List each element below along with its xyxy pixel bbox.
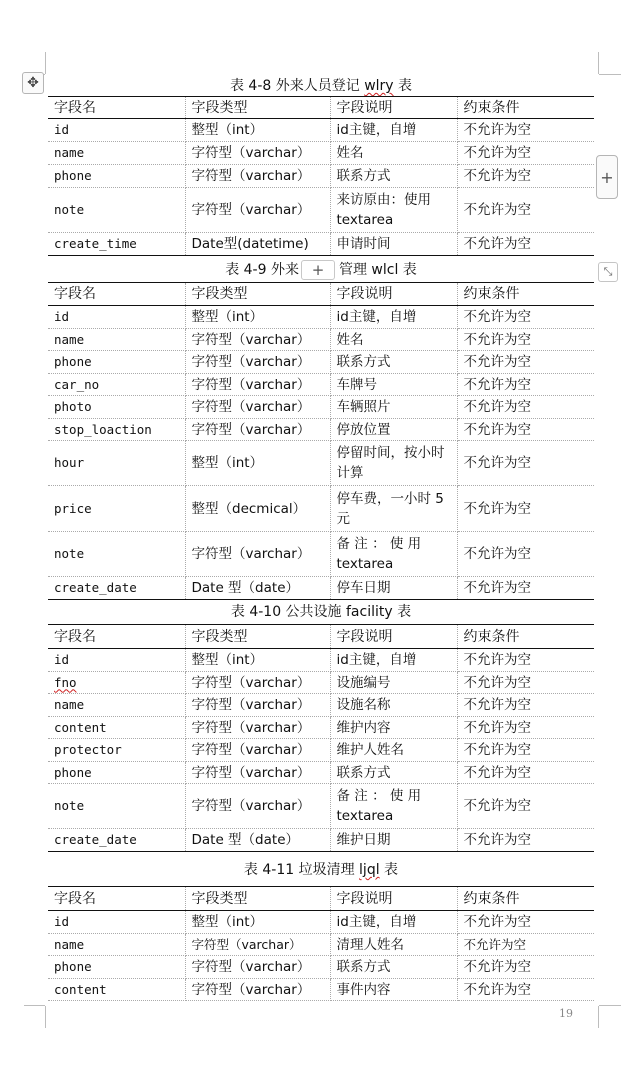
cell: 整型（int） <box>185 649 330 672</box>
header-cell: 字段说明 <box>330 887 457 911</box>
header-cell: 字段名 <box>48 625 185 649</box>
crop-mark <box>24 1005 45 1006</box>
cell: 不允许为空 <box>457 419 594 441</box>
crop-mark <box>45 52 46 74</box>
cell: car_no <box>48 374 185 396</box>
cell: id <box>48 119 185 142</box>
cell: 字符型（varchar） <box>185 396 330 419</box>
cell: 备 注 ： 使 用 textarea <box>330 784 457 829</box>
insert-row-button[interactable] <box>301 260 335 280</box>
header-cell: 约束条件 <box>457 887 594 911</box>
crop-mark <box>45 1006 46 1028</box>
cell: 整型（decmical） <box>185 486 330 532</box>
crop-mark <box>599 1005 621 1006</box>
cell: fno <box>48 672 185 694</box>
table-header-row <box>48 97 594 119</box>
table-wlry <box>48 96 594 256</box>
cell: 事件内容 <box>330 979 457 1001</box>
cell: id主键，自增 <box>330 649 457 672</box>
table-row <box>48 532 594 577</box>
cell: 不允许为空 <box>457 188 594 233</box>
table-row <box>48 649 594 672</box>
cell: name <box>48 694 185 717</box>
cell: 车辆照片 <box>330 396 457 419</box>
cell: create_time <box>48 233 185 256</box>
cell: price <box>48 486 185 532</box>
cell: 申请时间 <box>330 233 457 256</box>
cell: phone <box>48 165 185 188</box>
table-wlcl <box>48 282 594 600</box>
cell: 不允许为空 <box>457 532 594 577</box>
table-header-row <box>48 283 594 306</box>
cell: 不允许为空 <box>457 233 594 256</box>
cell: 字符型（varchar） <box>185 979 330 1001</box>
header-cell: 约束条件 <box>457 625 594 649</box>
crop-mark <box>598 1006 599 1028</box>
table-row <box>48 911 594 934</box>
cell: 字符型（varchar） <box>185 784 330 829</box>
header-cell: 字段名 <box>48 887 185 911</box>
cell: phone <box>48 956 185 979</box>
table-row <box>48 762 594 784</box>
plus-icon: + <box>311 261 325 279</box>
cell: 维护人姓名 <box>330 739 457 762</box>
caption-text: 管理 wlcl 表 <box>338 262 417 278</box>
caption-text: 表 <box>379 862 399 878</box>
cell: id主键，自增 <box>330 911 457 934</box>
header-cell: 字段说明 <box>330 625 457 649</box>
add-column-button[interactable] <box>596 155 618 199</box>
table-row <box>48 694 594 717</box>
cell: 不允许为空 <box>457 717 594 739</box>
table-row <box>48 784 594 829</box>
cell: 不允许为空 <box>457 739 594 762</box>
cell: hour <box>48 441 185 486</box>
cell: name <box>48 329 185 351</box>
resize-diagonal-icon: ⤡ <box>603 265 613 278</box>
cell: 车牌号 <box>330 374 457 396</box>
cell: 不允许为空 <box>457 956 594 979</box>
cell: 来访原由：使用 textarea <box>330 188 457 233</box>
table-row <box>48 441 594 486</box>
cell: 不允许为空 <box>457 672 594 694</box>
cell: 不允许为空 <box>457 119 594 142</box>
cell: 设施编号 <box>330 672 457 694</box>
cell: 不允许为空 <box>457 694 594 717</box>
table-header-row <box>48 625 594 649</box>
cell: 不允许为空 <box>457 486 594 532</box>
cell: 维护日期 <box>330 829 457 852</box>
cell: 联系方式 <box>330 762 457 784</box>
cell: content <box>48 717 185 739</box>
cell: name <box>48 934 185 956</box>
table-row <box>48 419 594 441</box>
cell: 联系方式 <box>330 351 457 374</box>
header-cell: 字段名 <box>48 283 185 306</box>
cell: 字符型（varchar） <box>185 956 330 979</box>
cell: 字符型（varchar） <box>185 419 330 441</box>
cell: 停车费，一小时 5元 <box>330 486 457 532</box>
cell: id <box>48 306 185 329</box>
table-row <box>48 351 594 374</box>
cell: 字符型（varchar） <box>185 532 330 577</box>
cell: 不允许为空 <box>457 165 594 188</box>
table-row <box>48 486 594 532</box>
cell: id <box>48 649 185 672</box>
table-caption <box>48 603 594 621</box>
cell: 姓名 <box>330 142 457 165</box>
table-row <box>48 739 594 762</box>
cell: 不允许为空 <box>457 306 594 329</box>
cell: 字符型（varchar） <box>185 374 330 396</box>
table-row <box>48 188 594 233</box>
table-row <box>48 577 594 600</box>
cell: 字符型（varchar） <box>185 762 330 784</box>
move-handle-icon: ✥ <box>27 75 39 91</box>
cell: 备 注 ： 使 用 textarea <box>330 532 457 577</box>
table-row <box>48 165 594 188</box>
cell: 字符型（varchar） <box>185 351 330 374</box>
table-row <box>48 119 594 142</box>
cell: 不允许为空 <box>457 934 594 956</box>
cell: 字符型（varchar） <box>185 717 330 739</box>
cell: 不允许为空 <box>457 649 594 672</box>
cell: phone <box>48 351 185 374</box>
header-cell: 字段说明 <box>330 283 457 306</box>
cell: id <box>48 911 185 934</box>
cell: 姓名 <box>330 329 457 351</box>
cell: 清理人姓名 <box>330 934 457 956</box>
cell: stop_loaction <box>48 419 185 441</box>
table-row <box>48 956 594 979</box>
cell: 字符型（varchar） <box>185 188 330 233</box>
caption-text: 表 4-11 垃圾清理 <box>243 862 360 878</box>
cell: 整型（int） <box>185 911 330 934</box>
header-cell: 字段类型 <box>185 97 330 119</box>
cell: 字符型（varchar） <box>185 694 330 717</box>
cell: 不允许为空 <box>457 829 594 852</box>
caption-text: 表 4-10 公共设施 <box>230 604 346 620</box>
cell: 不允许为空 <box>457 979 594 1001</box>
cell: 不允许为空 <box>457 577 594 600</box>
table-row <box>48 979 594 1001</box>
cell: 联系方式 <box>330 956 457 979</box>
cell: 维护内容 <box>330 717 457 739</box>
header-cell: 字段类型 <box>185 887 330 911</box>
caption-text: 表 <box>392 604 412 620</box>
table-facility <box>48 624 594 852</box>
header-cell: 约束条件 <box>457 283 594 306</box>
cell: 不允许为空 <box>457 784 594 829</box>
cell: protector <box>48 739 185 762</box>
table-resize-handle[interactable] <box>598 262 618 282</box>
cell: 不允许为空 <box>457 329 594 351</box>
cell: 不允许为空 <box>457 396 594 419</box>
plus-icon: + <box>600 167 614 187</box>
cell: note <box>48 784 185 829</box>
crop-mark <box>599 74 621 75</box>
header-cell: 约束条件 <box>457 97 594 119</box>
cell: note <box>48 188 185 233</box>
page-number: 19 <box>559 1007 573 1020</box>
table-row <box>48 142 594 165</box>
cell: 整型（int） <box>185 119 330 142</box>
cell: 不允许为空 <box>457 911 594 934</box>
cell: create_date <box>48 829 185 852</box>
cell: 停放位置 <box>330 419 457 441</box>
cell: 不允许为空 <box>457 351 594 374</box>
cell: content <box>48 979 185 1001</box>
cell: 整型（int） <box>185 306 330 329</box>
cell: phone <box>48 762 185 784</box>
cell: note <box>48 532 185 577</box>
cell: Date型(datetime) <box>185 233 330 256</box>
crop-mark <box>598 52 599 74</box>
caption-text: 表 <box>393 78 413 94</box>
cell: 停留时间，按小时计算 <box>330 441 457 486</box>
cell: 不允许为空 <box>457 441 594 486</box>
cell: id主键，自增 <box>330 306 457 329</box>
cell: id主键，自增 <box>330 119 457 142</box>
table-caption <box>48 77 594 95</box>
table-move-handle[interactable] <box>22 72 44 94</box>
table-row <box>48 396 594 419</box>
cell: 不允许为空 <box>457 374 594 396</box>
cell: 联系方式 <box>330 165 457 188</box>
table-row <box>48 374 594 396</box>
table-header-row <box>48 887 594 911</box>
cell: photo <box>48 396 185 419</box>
table-row <box>48 233 594 256</box>
header-cell: 字段类型 <box>185 625 330 649</box>
caption-text: 表 4-9 外来 <box>225 262 299 278</box>
cell: create_date <box>48 577 185 600</box>
cell: 字符型（varchar） <box>185 739 330 762</box>
caption-code: facility <box>346 604 393 620</box>
table-caption <box>48 861 594 879</box>
cell: name <box>48 142 185 165</box>
cell: 不允许为空 <box>457 762 594 784</box>
caption-text: 表 4-8 外来人员登记 <box>229 78 365 94</box>
table-row <box>48 672 594 694</box>
table-row <box>48 717 594 739</box>
table-ljql <box>48 886 594 1001</box>
table-row <box>48 829 594 852</box>
cell: 字符型（varchar） <box>185 672 330 694</box>
caption-code: ljql <box>359 862 380 878</box>
cell: 字符型（varchar） <box>185 142 330 165</box>
cell: 字符型（varchar） <box>185 165 330 188</box>
cell: 不允许为空 <box>457 142 594 165</box>
header-cell: 字段类型 <box>185 283 330 306</box>
table-row <box>48 329 594 351</box>
header-cell: 字段说明 <box>330 97 457 119</box>
cell: 字符型（varchar） <box>185 329 330 351</box>
cell: Date 型（date） <box>185 829 330 852</box>
cell: 停车日期 <box>330 577 457 600</box>
cell: 字符型（varchar） <box>185 934 330 956</box>
cell: 设施名称 <box>330 694 457 717</box>
caption-code: wlry <box>364 78 394 94</box>
cell: 整型（int） <box>185 441 330 486</box>
cell: Date 型（date） <box>185 577 330 600</box>
table-row <box>48 934 594 956</box>
table-row <box>48 306 594 329</box>
header-cell: 字段名 <box>48 97 185 119</box>
